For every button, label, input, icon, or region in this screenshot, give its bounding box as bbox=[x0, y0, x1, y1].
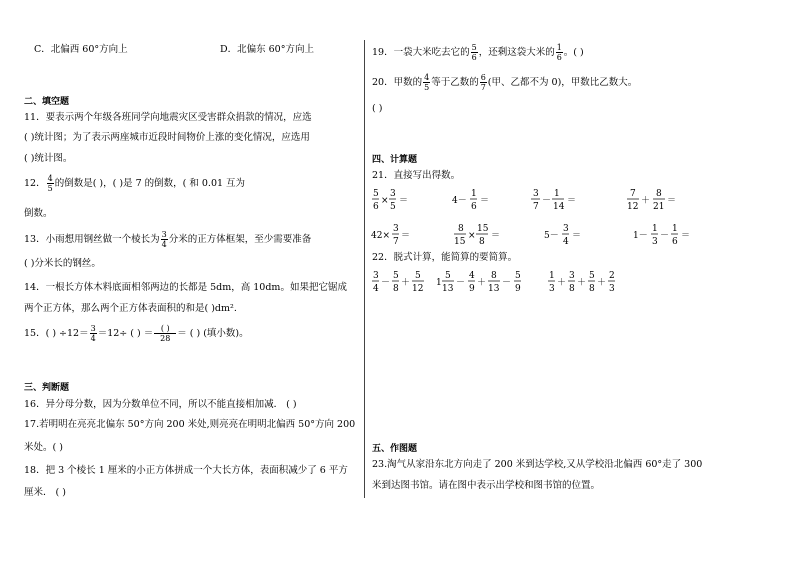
q21-expression-grid bbox=[370, 186, 790, 256]
q20-denominator-1: 5 bbox=[424, 83, 430, 92]
svg-text:8: 8 bbox=[458, 224, 464, 234]
q15-fraction-1 bbox=[90, 324, 97, 343]
q15-line bbox=[24, 323, 249, 345]
svg-text:3: 3 bbox=[533, 189, 539, 199]
svg-text:3: 3 bbox=[393, 224, 399, 234]
svg-text:12: 12 bbox=[412, 284, 424, 294]
svg-text:＋: ＋ bbox=[557, 278, 567, 288]
q12-line2: 倒数。 bbox=[24, 208, 53, 219]
option-c: C．北偏西 60°方向上 bbox=[34, 44, 128, 55]
svg-text:4: 4 bbox=[373, 284, 379, 294]
svg-text:7: 7 bbox=[630, 189, 636, 199]
q13-fraction bbox=[161, 230, 168, 249]
q12-numerator: 4 bbox=[47, 174, 53, 183]
svg-text:1: 1 bbox=[554, 189, 560, 199]
q20-line1 bbox=[372, 72, 637, 94]
svg-text:5: 5 bbox=[393, 271, 399, 281]
q15-prefix: 15．( ) ÷12＝ bbox=[24, 328, 89, 339]
q19-numerator-2: 1 bbox=[556, 43, 562, 52]
q19-fraction-2 bbox=[556, 43, 563, 62]
svg-text:13: 13 bbox=[442, 284, 454, 294]
svg-text:8: 8 bbox=[589, 284, 595, 294]
svg-text:13: 13 bbox=[488, 284, 500, 294]
q20-suffix: (甲、乙都不为 0)，甲数比乙数大。 bbox=[487, 77, 638, 88]
q15-numerator-1: 3 bbox=[90, 324, 96, 333]
q17-line2: 米处。( ) bbox=[24, 442, 63, 453]
q13-denominator: 4 bbox=[161, 240, 167, 249]
expr-1 bbox=[372, 189, 408, 212]
svg-text:8: 8 bbox=[656, 189, 662, 199]
expr-4 bbox=[627, 189, 676, 212]
svg-text:＝: ＝ bbox=[567, 196, 577, 206]
svg-text:7: 7 bbox=[393, 237, 399, 247]
q15-suffix: ＝ ( ) (填小数)。 bbox=[177, 328, 249, 339]
svg-text:4: 4 bbox=[469, 271, 475, 281]
q19-fraction-1 bbox=[471, 43, 478, 62]
q20-line2: ( ) bbox=[372, 103, 383, 114]
svg-text:5: 5 bbox=[589, 271, 595, 281]
svg-text:3: 3 bbox=[373, 271, 379, 281]
section-true-false-heading: 三、判断题 bbox=[24, 383, 70, 393]
q23-line2: 米到达图书馆。请在图中表示出学校和图书馆的位置。 bbox=[372, 480, 601, 491]
svg-text:－: － bbox=[456, 278, 466, 288]
svg-text:＝: ＝ bbox=[399, 196, 409, 206]
svg-text:3: 3 bbox=[609, 284, 615, 294]
svg-text:8: 8 bbox=[491, 271, 497, 281]
svg-text:×: × bbox=[381, 196, 389, 206]
q16-line: 16．异分母分数，因为分数单位不同，所以不能直接相加减． ( ) bbox=[24, 399, 297, 410]
svg-text:15: 15 bbox=[454, 237, 466, 247]
svg-text:3: 3 bbox=[569, 271, 575, 281]
q18-line1: 18．把 3 个棱长 1 厘米的小正方体拼成一个大长方体，表面积减少了 6 平方 bbox=[24, 465, 348, 476]
svg-text:8: 8 bbox=[479, 237, 485, 247]
svg-text:＋: ＋ bbox=[577, 278, 587, 288]
svg-text:21: 21 bbox=[653, 202, 665, 212]
svg-text:＝: ＝ bbox=[480, 196, 490, 206]
q12-line1 bbox=[24, 174, 245, 194]
q22-expr-1 bbox=[372, 271, 424, 294]
svg-text:6: 6 bbox=[471, 202, 477, 212]
q12-prefix: 12． bbox=[24, 178, 46, 189]
q22-prompt: 22．脱式计算，能简算的要简算。 bbox=[372, 252, 518, 263]
expr-2 bbox=[452, 189, 489, 212]
svg-text:－: － bbox=[542, 196, 552, 206]
svg-text:1: 1 bbox=[672, 224, 678, 234]
svg-text:3: 3 bbox=[549, 284, 555, 294]
expr-7 bbox=[544, 224, 581, 247]
svg-text:1: 1 bbox=[471, 189, 477, 199]
svg-text:4: 4 bbox=[563, 237, 569, 247]
q12-text: 的倒数是( )，( )是 7 的倒数，( 和 0.01 互为 bbox=[54, 178, 246, 189]
q20-numerator-2: 6 bbox=[480, 73, 486, 82]
q20-numerator-1: 4 bbox=[424, 73, 430, 82]
svg-text:＝: ＝ bbox=[572, 231, 582, 241]
q13-line1 bbox=[24, 230, 311, 250]
q17-line1: 17.若明明在亮亮北偏东 50°方向 200 米处,则亮亮在明明北偏西 50°方向 200 bbox=[24, 419, 356, 430]
svg-text:＝: ＝ bbox=[681, 231, 691, 241]
svg-text:5: 5 bbox=[445, 271, 451, 281]
svg-text:＋: ＋ bbox=[641, 196, 651, 206]
svg-text:＋: ＋ bbox=[477, 278, 487, 288]
q19-denominator-2: 6 bbox=[556, 53, 562, 62]
q12-denominator: 5 bbox=[47, 184, 53, 193]
svg-text:－: － bbox=[381, 278, 391, 288]
svg-text:3: 3 bbox=[563, 224, 569, 234]
svg-text:7: 7 bbox=[533, 202, 539, 212]
expr-6 bbox=[454, 224, 500, 247]
q15-fraction-2 bbox=[154, 324, 176, 343]
section-fill-blank-heading: 二、填空题 bbox=[24, 97, 70, 107]
q15-numerator-2: ( ) bbox=[154, 324, 176, 334]
svg-text:15: 15 bbox=[477, 224, 489, 234]
q11-line2: ( )统计图；为了表示两座城市近段时间物价上涨的变化情况，应选用 bbox=[24, 132, 310, 143]
q11-line1: 11．要表示两个年级各班同学向地震灾区受害群众捐款的情况，应选 bbox=[24, 112, 312, 123]
q13-line2: ( )分米长的钢丝。 bbox=[24, 258, 101, 269]
q18-line2: 厘米． ( ) bbox=[24, 487, 66, 498]
q20-denominator-2: 7 bbox=[480, 83, 486, 92]
svg-text:1: 1 bbox=[549, 271, 555, 281]
svg-text:9: 9 bbox=[515, 284, 521, 294]
q19-suffix: 。( ) bbox=[563, 47, 584, 58]
svg-text:6: 6 bbox=[672, 237, 678, 247]
svg-text:×: × bbox=[468, 231, 476, 241]
expr-5 bbox=[371, 224, 410, 247]
section-calculation-heading: 四、计算题 bbox=[372, 155, 418, 165]
svg-text:－: － bbox=[502, 278, 512, 288]
svg-text:14: 14 bbox=[553, 202, 565, 212]
column-divider bbox=[364, 40, 365, 498]
q20-fraction-1 bbox=[423, 73, 430, 92]
svg-text:12: 12 bbox=[627, 202, 639, 212]
q22-expr-3 bbox=[548, 271, 615, 294]
svg-text:42×: 42× bbox=[371, 231, 390, 241]
q19-line bbox=[372, 42, 584, 64]
q15-denominator-2: 28 bbox=[160, 334, 171, 343]
q13-text: 分米的正方体框架，至少需要准备 bbox=[168, 234, 312, 245]
svg-text:9: 9 bbox=[469, 284, 475, 294]
svg-text:＋: ＋ bbox=[597, 278, 607, 288]
q11-line3: ( )统计图。 bbox=[24, 153, 73, 164]
q20-fraction-2 bbox=[480, 73, 487, 92]
svg-text:8: 8 bbox=[569, 284, 575, 294]
q23-line1: 23.淘气从家沿东北方向走了 200 米到达学校,又从学校沿北偏西 60°走了 300 bbox=[372, 459, 703, 470]
svg-text:5: 5 bbox=[373, 189, 379, 199]
q12-fraction bbox=[47, 174, 54, 193]
svg-text:－: － bbox=[660, 231, 670, 241]
svg-text:8: 8 bbox=[393, 284, 399, 294]
q22-expr-2 bbox=[436, 271, 521, 294]
svg-text:4－: 4－ bbox=[452, 196, 467, 206]
svg-text:3: 3 bbox=[390, 189, 396, 199]
q19-denominator-1: 6 bbox=[471, 53, 477, 62]
svg-text:6: 6 bbox=[373, 202, 379, 212]
q14-line1: 14．一根长方体木料底面相邻两边的长都是 5dm，高 10dm。如果把它锯成 bbox=[24, 282, 347, 293]
q21-prompt: 21．直接写出得数。 bbox=[372, 170, 461, 181]
q20-middle: 等于乙数的 bbox=[431, 77, 479, 88]
svg-text:1－: 1－ bbox=[633, 231, 648, 241]
option-d: D．北偏东 60°方向上 bbox=[220, 44, 314, 55]
svg-text:5－: 5－ bbox=[544, 231, 559, 241]
svg-text:2: 2 bbox=[609, 271, 615, 281]
q22-expression-row bbox=[370, 268, 660, 298]
svg-text:5: 5 bbox=[515, 271, 521, 281]
q20-prefix: 20．甲数的 bbox=[372, 77, 423, 88]
q19-prefix: 19．一袋大米吃去它的 bbox=[372, 47, 470, 58]
expr-3 bbox=[531, 189, 576, 212]
svg-text:5: 5 bbox=[390, 202, 396, 212]
expr-8 bbox=[633, 224, 690, 247]
q14-line2: 两个正方体，那么两个正方体表面积的和是( )dm². bbox=[24, 303, 237, 314]
svg-text:1: 1 bbox=[652, 224, 658, 234]
svg-text:3: 3 bbox=[652, 237, 658, 247]
q15-denominator-1: 4 bbox=[90, 334, 96, 343]
q19-middle: ，还剩这袋大米的 bbox=[478, 47, 555, 58]
q15-middle: ＝12÷ ( ) ＝ bbox=[97, 328, 154, 339]
q13-numerator: 3 bbox=[161, 230, 167, 239]
svg-text:＝: ＝ bbox=[491, 231, 501, 241]
svg-text:1: 1 bbox=[436, 278, 442, 288]
svg-text:＝: ＝ bbox=[667, 196, 677, 206]
q13-prefix: 13．小雨想用钢丝做一个棱长为 bbox=[24, 234, 160, 245]
svg-text:5: 5 bbox=[415, 271, 421, 281]
q19-numerator-1: 5 bbox=[471, 43, 477, 52]
svg-text:＝: ＝ bbox=[401, 231, 411, 241]
svg-text:＋: ＋ bbox=[401, 278, 411, 288]
section-drawing-heading: 五、作图题 bbox=[372, 444, 418, 454]
